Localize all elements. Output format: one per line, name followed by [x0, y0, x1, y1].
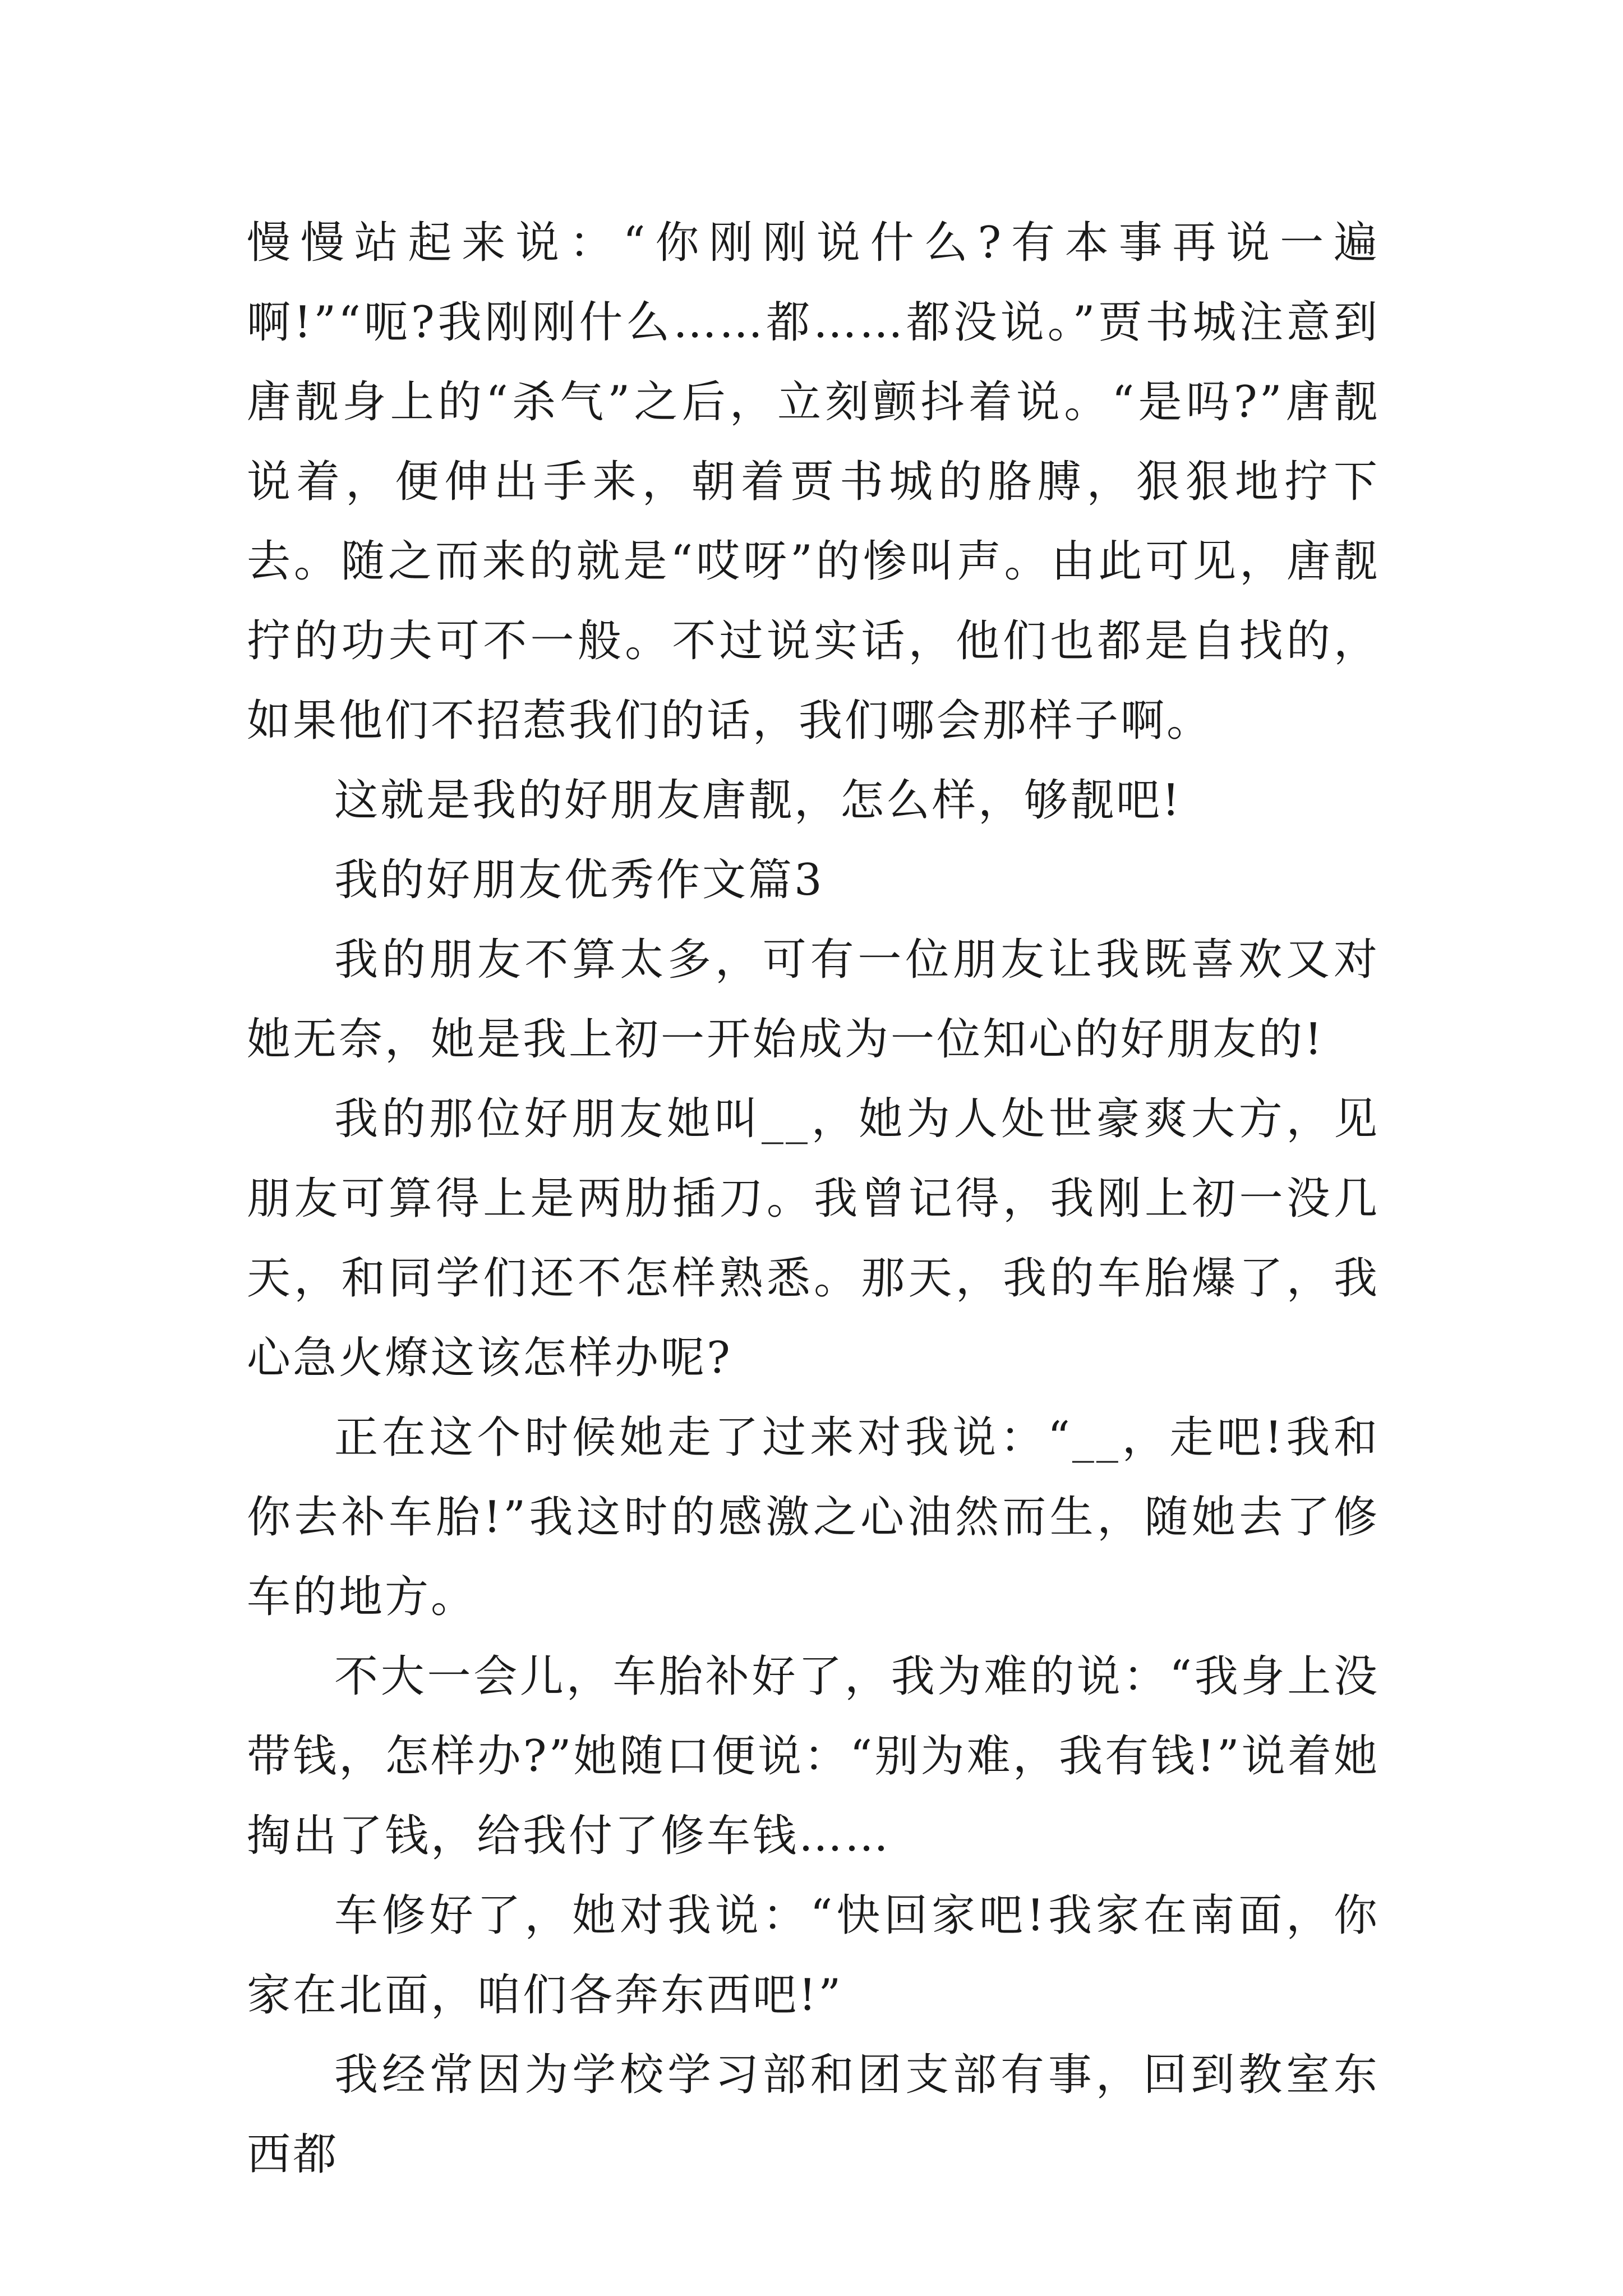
paragraph-4: 我的那位好朋友她叫__，她为人处世豪爽大方，见朋友可算得上是两肋插刀。我曾记得，我刚上初一没几天，和同学们还不怎样熟悉。那天，我的车胎爆了，我心急火燎这该怎样办呢? [247, 1094, 1380, 1383]
paragraph-6: 不大一会儿，车胎补好了，我为难的说：“我身上没带钱，怎样办?”她随口便说：“别为难，我有钱!”说着她掏出了钱，给我付了修车钱…… [247, 1651, 1380, 1861]
section-heading: 我的好朋友优秀作文篇3 [334, 855, 824, 905]
paragraph-3: 我的朋友不算太多，可有一位朋友让我既喜欢又对她无奈，她是我上初一开始成为一位知心的好朋友的! [247, 935, 1380, 1065]
document-body [247, 203, 1380, 2194]
paragraph-1: 慢慢站起来说：“你刚刚说什么?有本事再说一遍啊!”“呃?我刚刚什么……都……都没说。”贾书城注意到唐靓身上的“杀气”之后，立刻颤抖着说。“是吗?”唐靓说着，便伸出手来，朝着贾书城的胳膊，狠狠地拧下去。随之而来的就是“哎呀”的惨叫声。由此可见，唐靓拧的功夫可不一般。不过说实话，他们也都是自找的，如果他们不招惹我们的话，我们哪会那样子啊。 [247, 218, 1380, 746]
paragraph-7: 车修好了，她对我说：“快回家吧!我家在南面，你家在北面，咱们各奔东西吧!” [247, 1890, 1380, 2021]
paragraph-2: 这就是我的好朋友唐靓，怎么样，够靓吧! [334, 775, 1182, 826]
paragraph-8: 我经常因为学校学习部和团支部有事，回到教室东西都 [247, 2050, 1380, 2180]
paragraph-5: 正在这个时候她走了过来对我说：“__，走吧!我和你去补车胎!”我这时的感激之心油然而生，随她去了修车的地方。 [247, 1412, 1380, 1622]
